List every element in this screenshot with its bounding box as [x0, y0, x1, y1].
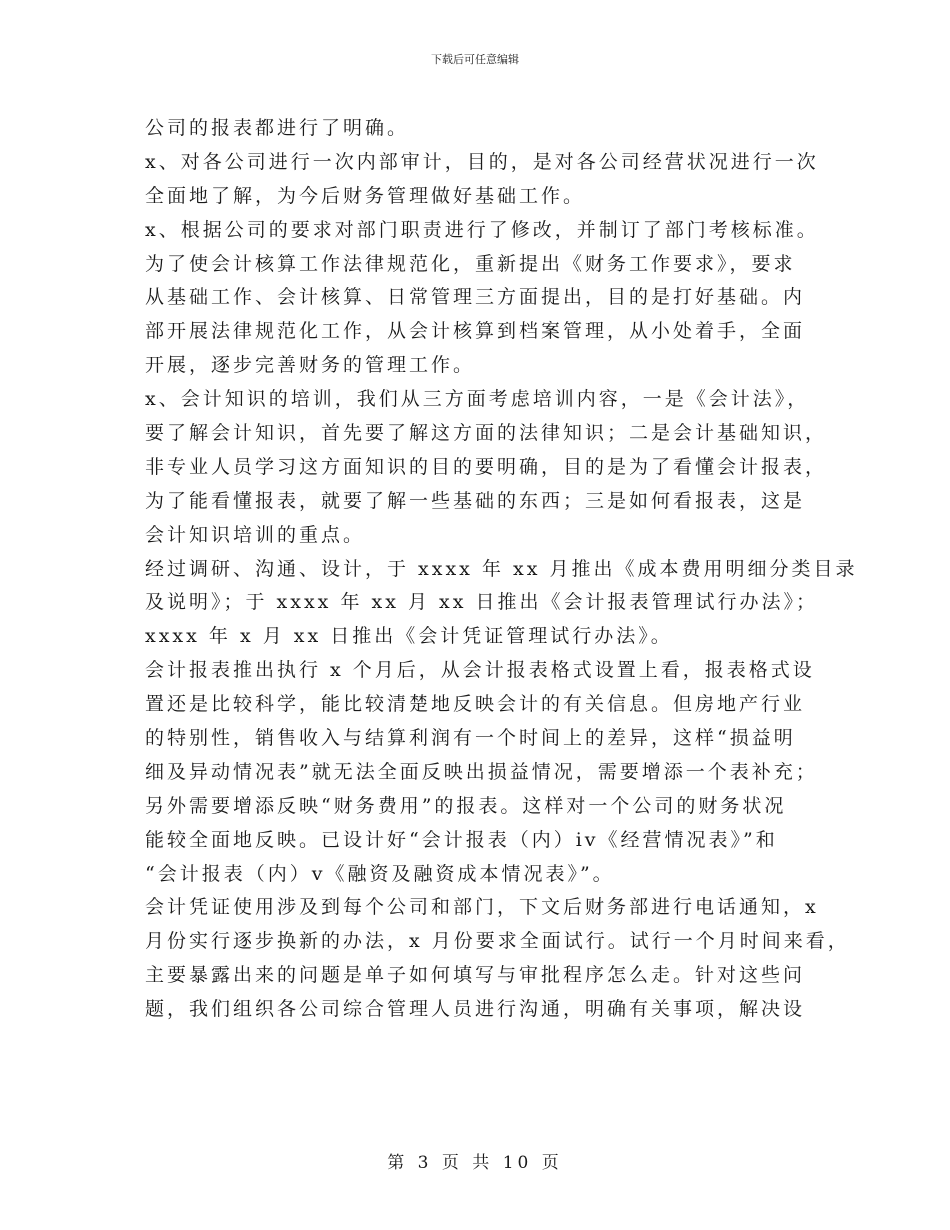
- text-line: 部开展法律规范化工作，从会计核算到档案管理，从小处着手，全面: [145, 320, 806, 343]
- text-line: 的特别性，销售收入与结算利润有一个时间上的差异，这样“损益明: [145, 727, 796, 750]
- page-number-footer: 第 3 页 共 10 页: [387, 1153, 563, 1173]
- text-line: 从基础工作、会计核算、日常管理三方面提出，目的是打好基础。内: [145, 286, 806, 309]
- text-line: x、会计知识的培训，我们从三方面考虑培训内容，一是《会计法》，: [145, 388, 810, 411]
- text-line: 非专业人员学习这方面知识的目的要明确，目的是为了看懂会计报表，: [145, 455, 828, 478]
- text-line: 会计凭证使用涉及到每个公司和部门，下文后财务部进行电话通知，x: [145, 896, 819, 919]
- text-line: 及说明》；于 xxxx 年 xx 月 xx 日推出《会计报表管理试行办法》；: [145, 591, 818, 614]
- text-line: 月份实行逐步换新的办法，x 月份要求全面试行。试行一个月时间来看，: [145, 930, 850, 953]
- text-line: 全面地了解，为今后财务管理做好基础工作。: [145, 184, 586, 207]
- text-line: 置还是比较科学，能比较清楚地反映会计的有关信息。但房地产行业: [145, 693, 806, 716]
- text-line: x、对各公司进行一次内部审计，目的，是对各公司经营状况进行一次: [145, 150, 819, 173]
- text-line: 会计知识培训的重点。: [145, 523, 366, 546]
- text-line: 要了解会计知识，首先要了解这方面的法律知识；二是会计基础知识，: [145, 422, 828, 445]
- text-line: 细及异动情况表”就无法全面反映出损益情况，需要增添一个表补充；: [145, 760, 818, 783]
- text-line: 公司的报表都进行了明确。: [145, 117, 410, 139]
- text-line: x、根据公司的要求对部门职责进行了修改，并制订了部门考核标准。: [145, 218, 819, 241]
- text-line: “会计报表（内）v《融资及融资成本情况表》”。: [145, 862, 615, 885]
- text-line: 能较全面地反映。已设计好“会计报表（内）iv《经营情况表》”和: [145, 828, 778, 851]
- text-line: 题，我们组织各公司综合管理人员进行沟通，明确有关事项，解决设: [145, 998, 806, 1021]
- text-line: 经过调研、沟通、设计，于 xxxx 年 xx 月推出《成本费用明细分类目录: [145, 557, 858, 580]
- document-body: [145, 112, 858, 1027]
- text-line: xxxx 年 x 月 xx 日推出《会计凭证管理试行办法》。: [145, 625, 673, 648]
- text-line: 会计报表推出执行 x 个月后，从会计报表格式设置上看，报表格式设: [145, 659, 815, 682]
- page-header: 下载后可任意编辑: [431, 53, 519, 66]
- text-line: 开展，逐步完善财务的管理工作。: [145, 354, 476, 377]
- text-line: 为了能看懂报表，就要了解一些基础的东西；三是如何看报表，这是: [145, 489, 806, 512]
- text-line: 为了使会计核算工作法律规范化，重新提出《财务工作要求》，要求: [145, 252, 796, 275]
- text-line: 另外需要增添反映“财务费用”的报表。这样对一个公司的财务状况: [145, 794, 787, 817]
- text-line: 主要暴露出来的问题是单子如何填写与审批程序怎么走。针对这些问: [145, 964, 806, 987]
